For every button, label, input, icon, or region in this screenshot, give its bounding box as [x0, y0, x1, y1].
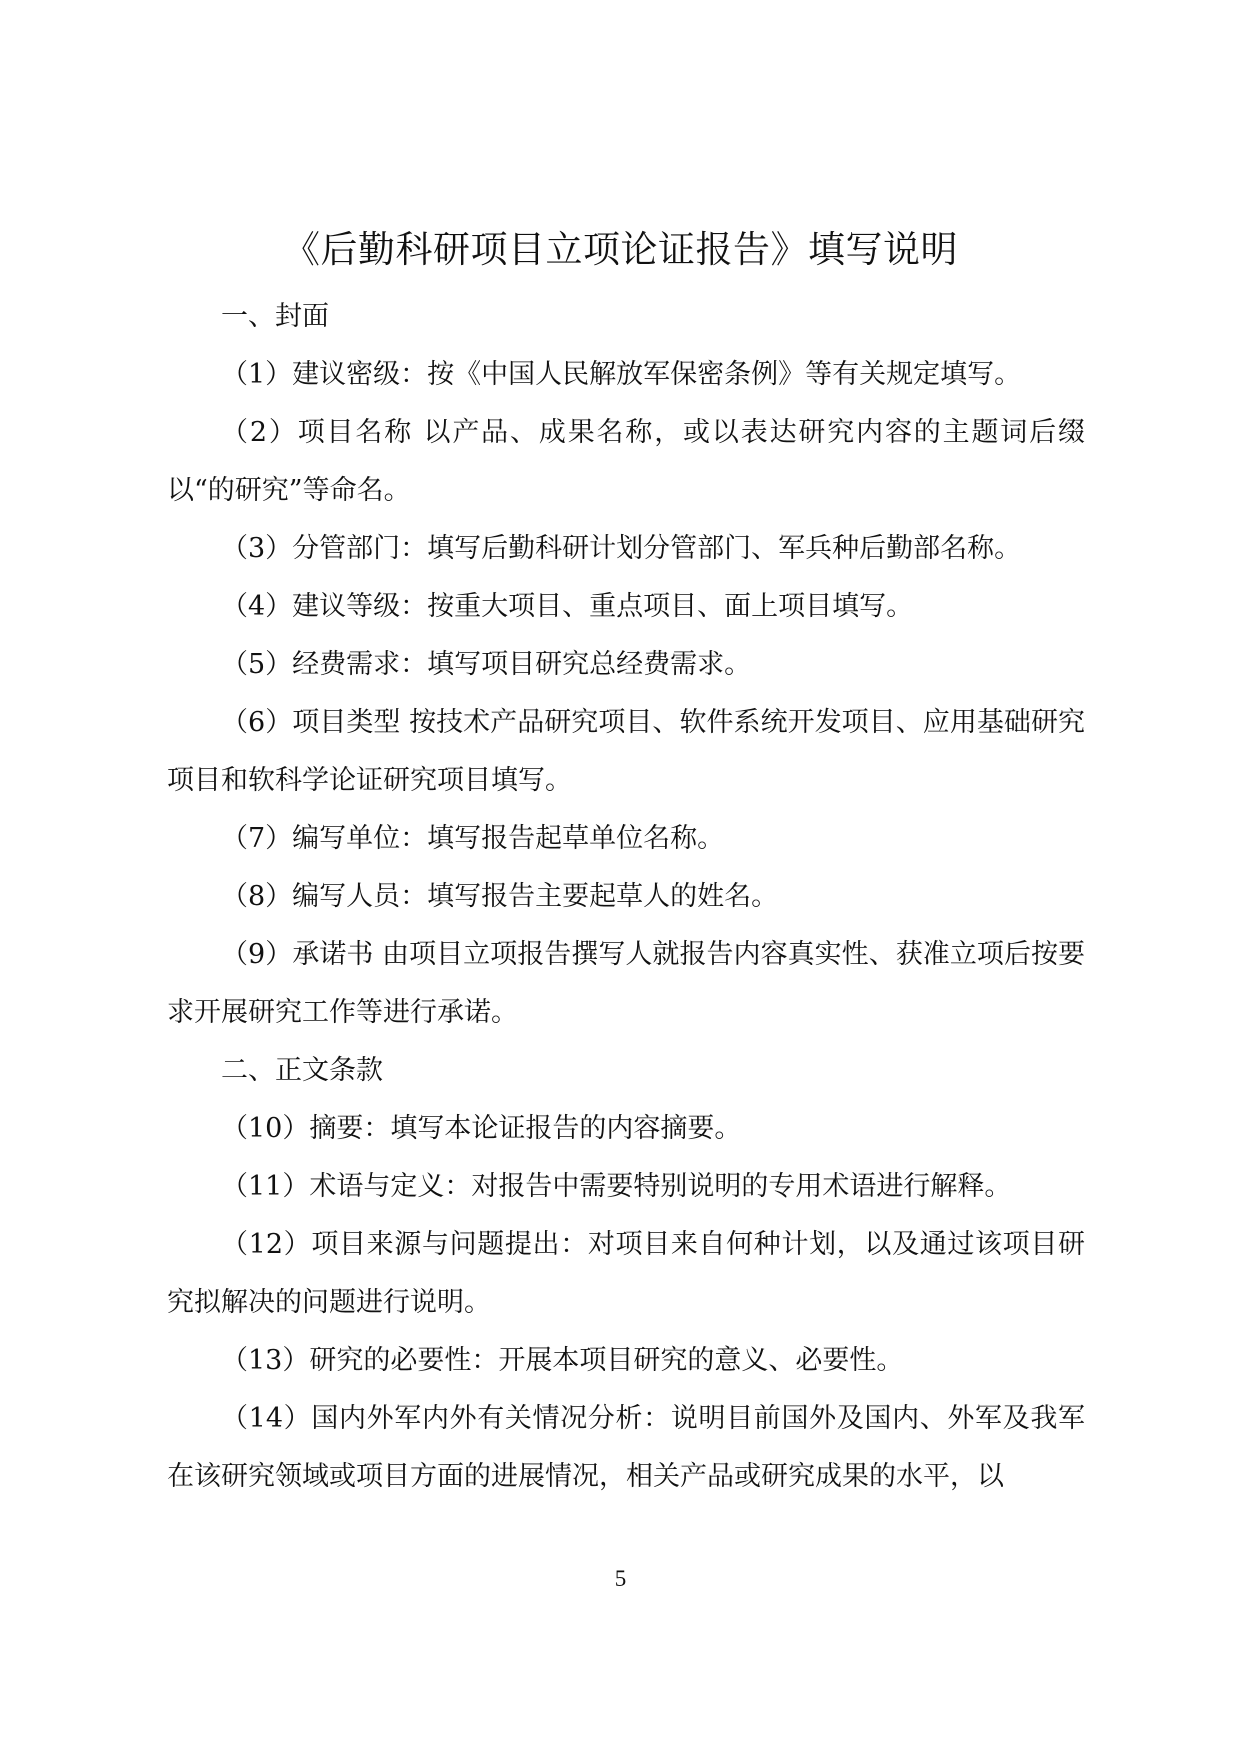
section-heading-cover: 一、封面: [221, 301, 329, 332]
page-number: 5: [614, 1566, 627, 1591]
cover-item-7: （7）编写单位：填写报告起草单位名称。: [221, 823, 725, 854]
section-heading-body: 二、正文条款: [221, 1055, 383, 1086]
document-title: 《后勤科研项目立项论证报告》填写说明: [283, 228, 958, 271]
cover-item-2: （2）项目名称 以产品、成果名称，或以表达研究内容的主题词后缀以“的研究”等命名。: [167, 417, 1085, 506]
cover-item-8: （8）编写人员：填写报告主要起草人的姓名。: [221, 881, 779, 912]
body-item-11: （11）术语与定义：对报告中需要特别说明的专用术语进行解释。: [221, 1171, 1012, 1202]
cover-item-9: （9）承诺书 由项目立项报告撰写人就报告内容真实性、获准立项后按要求开展研究工作等进行承诺。: [167, 939, 1085, 1028]
cover-item-4: （4）建议等级：按重大项目、重点项目、面上项目填写。: [221, 591, 914, 622]
document-body: [167, 288, 1085, 1506]
body-item-14: （14）国内外军内外有关情况分析：说明目前国外及国内、外军及我军在该研究领域或项目方面的进展情况，相关产品或研究成果的水平，以: [167, 1403, 1085, 1492]
cover-item-3: （3）分管部门：填写后勤科研计划分管部门、军兵种后勤部名称。: [221, 533, 1022, 564]
cover-item-1: （1）建议密级：按《中国人民解放军保密条例》等有关规定填写。: [221, 359, 1022, 390]
body-item-10: （10）摘要：填写本论证报告的内容摘要。: [221, 1113, 742, 1144]
cover-item-5: （5）经费需求：填写项目研究总经费需求。: [221, 649, 752, 680]
body-item-13: （13）研究的必要性：开展本项目研究的意义、必要性。: [221, 1345, 904, 1376]
body-item-12: （12）项目来源与问题提出：对项目来自何种计划，以及通过该项目研究拟解决的问题进行说明。: [167, 1229, 1085, 1318]
cover-item-6: （6）项目类型 按技术产品研究项目、软件系统开发项目、应用基础研究项目和软科学论证研究项目填写。: [167, 707, 1085, 796]
